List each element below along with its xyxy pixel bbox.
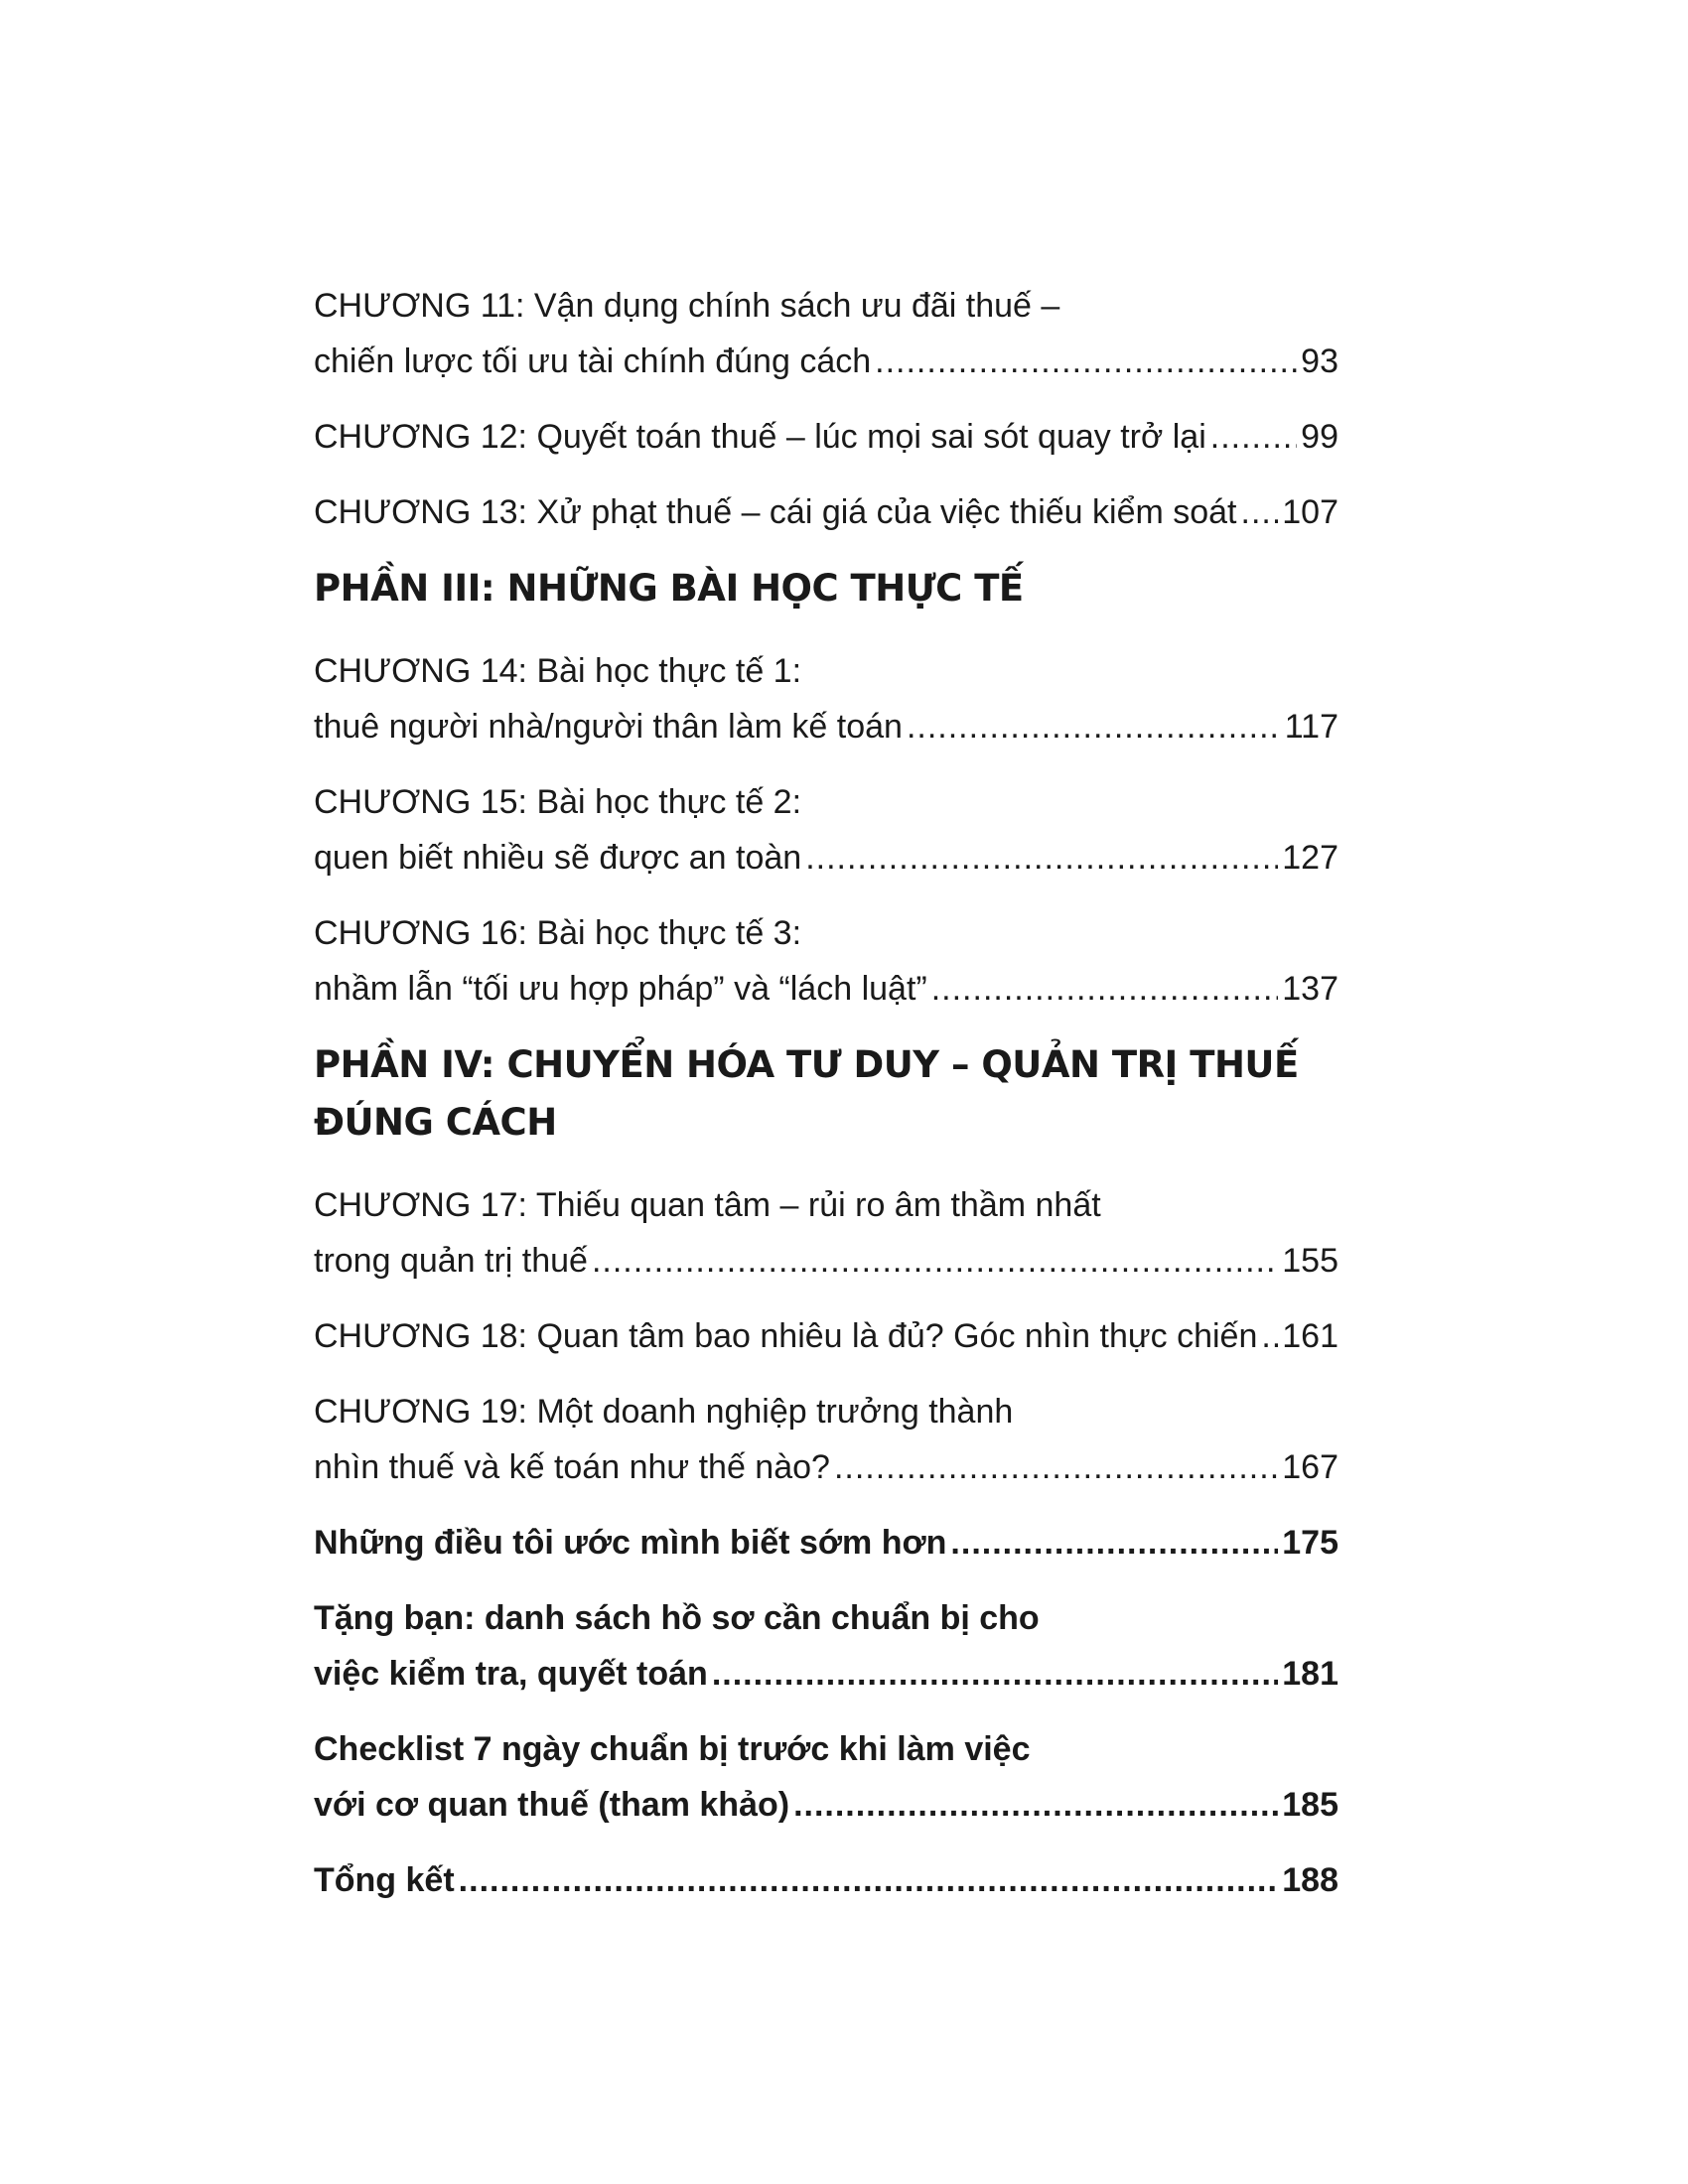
toc-entry-chapter-15[interactable] <box>314 774 1338 886</box>
toc-entry-title-line1: CHƯƠNG 14: Bài học thực tế 1: <box>314 652 802 690</box>
toc-entry-leader-line <box>314 1233 1338 1289</box>
toc-entry-title: CHƯƠNG 12: Quyết toán thuế – lúc mọi sai sót quay trở lại <box>314 418 1206 456</box>
part-heading-text-line1: PHẦN IV: CHUYỂN HÓA TƯ DUY – QUẢN TRỊ THUẾ <box>314 1043 1299 1086</box>
toc-entry-leader-line <box>314 1852 1338 1908</box>
toc-page-number: 117 <box>1284 708 1338 746</box>
toc-entry-leader-line <box>314 1777 1338 1833</box>
toc-entry-leader-line <box>314 1515 1338 1570</box>
toc-entry-title-line1: CHƯƠNG 16: Bài học thực tế 3: <box>314 914 802 952</box>
toc-entry-chapter-16[interactable] <box>314 905 1338 1017</box>
dot-leader <box>459 1852 1279 1908</box>
toc-entry-title-line2: trong quản trị thuế <box>314 1242 588 1280</box>
toc-entry-title-line1: CHƯƠNG 17: Thiếu quan tâm – rủi ro âm thầm nhất <box>314 1186 1101 1224</box>
toc-page-number: 127 <box>1282 839 1338 877</box>
toc-page-number: 155 <box>1282 1242 1338 1280</box>
part-3-heading[interactable] <box>314 560 1338 617</box>
toc-entry-leader-line <box>314 1646 1338 1702</box>
toc-page-number: 161 <box>1282 1317 1338 1355</box>
dot-leader <box>931 961 1279 1017</box>
toc-entry-checklist[interactable] <box>314 1721 1338 1833</box>
toc-page-number: 107 <box>1282 493 1338 531</box>
toc-entry-chapter-13[interactable] <box>314 484 1338 540</box>
dot-leader <box>1261 1308 1278 1364</box>
toc-entry-leader-line <box>314 699 1338 754</box>
toc-entry-title: CHƯƠNG 18: Quan tâm bao nhiêu là đủ? Góc nhìn thực chiến <box>314 1317 1258 1355</box>
toc-entry-leader-line <box>314 961 1338 1017</box>
dot-leader <box>875 334 1297 389</box>
dot-leader <box>793 1777 1278 1833</box>
toc-entry-title-line1: CHƯƠNG 11: Vận dụng chính sách ưu đãi thuế – <box>314 287 1060 325</box>
toc-page-number: 185 <box>1282 1786 1338 1824</box>
toc-entry-chapter-14[interactable] <box>314 643 1338 754</box>
toc-entry-leader-line <box>314 409 1338 465</box>
dot-leader <box>805 830 1278 886</box>
toc-entry-title-line2: việc kiểm tra, quyết toán <box>314 1655 708 1693</box>
dot-leader <box>907 699 1281 754</box>
dot-leader <box>950 1515 1278 1570</box>
toc-entry-chapter-19[interactable] <box>314 1384 1338 1495</box>
toc-entry-leader-line <box>314 334 1338 389</box>
toc-entry-title-line2: thuê người nhà/người thân làm kế toán <box>314 708 903 746</box>
toc-entry-title: Những điều tôi ước mình biết sớm hơn <box>314 1524 947 1562</box>
dot-leader <box>1241 484 1279 540</box>
toc-page-number: 175 <box>1282 1524 1338 1562</box>
toc-entry-title-line1: Tặng bạn: danh sách hồ sơ cần chuẩn bị cho <box>314 1599 1040 1637</box>
toc-entry-title: CHƯƠNG 13: Xử phạt thuế – cái giá của việc thiếu kiểm soát <box>314 493 1237 531</box>
toc-entry-leader-line <box>314 1439 1338 1495</box>
toc-entry-chapter-12[interactable] <box>314 409 1338 465</box>
toc-page-number: 181 <box>1282 1655 1338 1693</box>
toc-entry-title: Tổng kết <box>314 1861 455 1899</box>
toc-entry-chapter-11[interactable] <box>314 278 1338 389</box>
toc-entry-leader-line <box>314 830 1338 886</box>
part-heading-text: PHẦN III: NHỮNG BÀI HỌC THỰC TẾ <box>314 567 1024 610</box>
toc-entry-title-line2: nhìn thuế và kế toán như thế nào? <box>314 1448 830 1486</box>
toc-entry-title-line2: chiến lược tối ưu tài chính đúng cách <box>314 342 872 380</box>
toc-entry-title-line1: Checklist 7 ngày chuẩn bị trước khi làm việc <box>314 1730 1031 1768</box>
toc-entry-leader-line <box>314 484 1338 540</box>
toc-entry-title-line2: quen biết nhiều sẽ được an toàn <box>314 839 802 877</box>
toc-entry-title-line2: với cơ quan thuế (tham khảo) <box>314 1786 790 1824</box>
toc-page-number: 188 <box>1282 1861 1338 1899</box>
toc-page-number: 93 <box>1301 342 1338 380</box>
part-heading-text-line2: ĐÚNG CÁCH <box>314 1101 557 1144</box>
toc-entry-chapter-18[interactable] <box>314 1308 1338 1364</box>
dot-leader <box>592 1233 1278 1289</box>
toc-entry-title-line1: CHƯƠNG 19: Một doanh nghiệp trưởng thành <box>314 1393 1014 1431</box>
toc-entry-chapter-17[interactable] <box>314 1177 1338 1289</box>
toc-entry-title-line2: nhầm lẫn “tối ưu hợp pháp” và “lách luật” <box>314 970 927 1008</box>
part-4-heading[interactable] <box>314 1036 1338 1152</box>
toc-entry-gift-document-list[interactable] <box>314 1590 1338 1702</box>
table-of-contents <box>314 278 1338 1928</box>
toc-entry-title-line1: CHƯƠNG 15: Bài học thực tế 2: <box>314 783 802 821</box>
dot-leader <box>712 1646 1278 1702</box>
toc-page-number: 167 <box>1282 1448 1338 1486</box>
dot-leader <box>1210 409 1297 465</box>
toc-page-number: 137 <box>1282 970 1338 1008</box>
toc-page-number: 99 <box>1301 418 1338 456</box>
toc-entry-summary[interactable] <box>314 1852 1338 1908</box>
toc-entry-leader-line <box>314 1308 1338 1364</box>
toc-entry-wishes[interactable] <box>314 1515 1338 1570</box>
dot-leader <box>834 1439 1278 1495</box>
